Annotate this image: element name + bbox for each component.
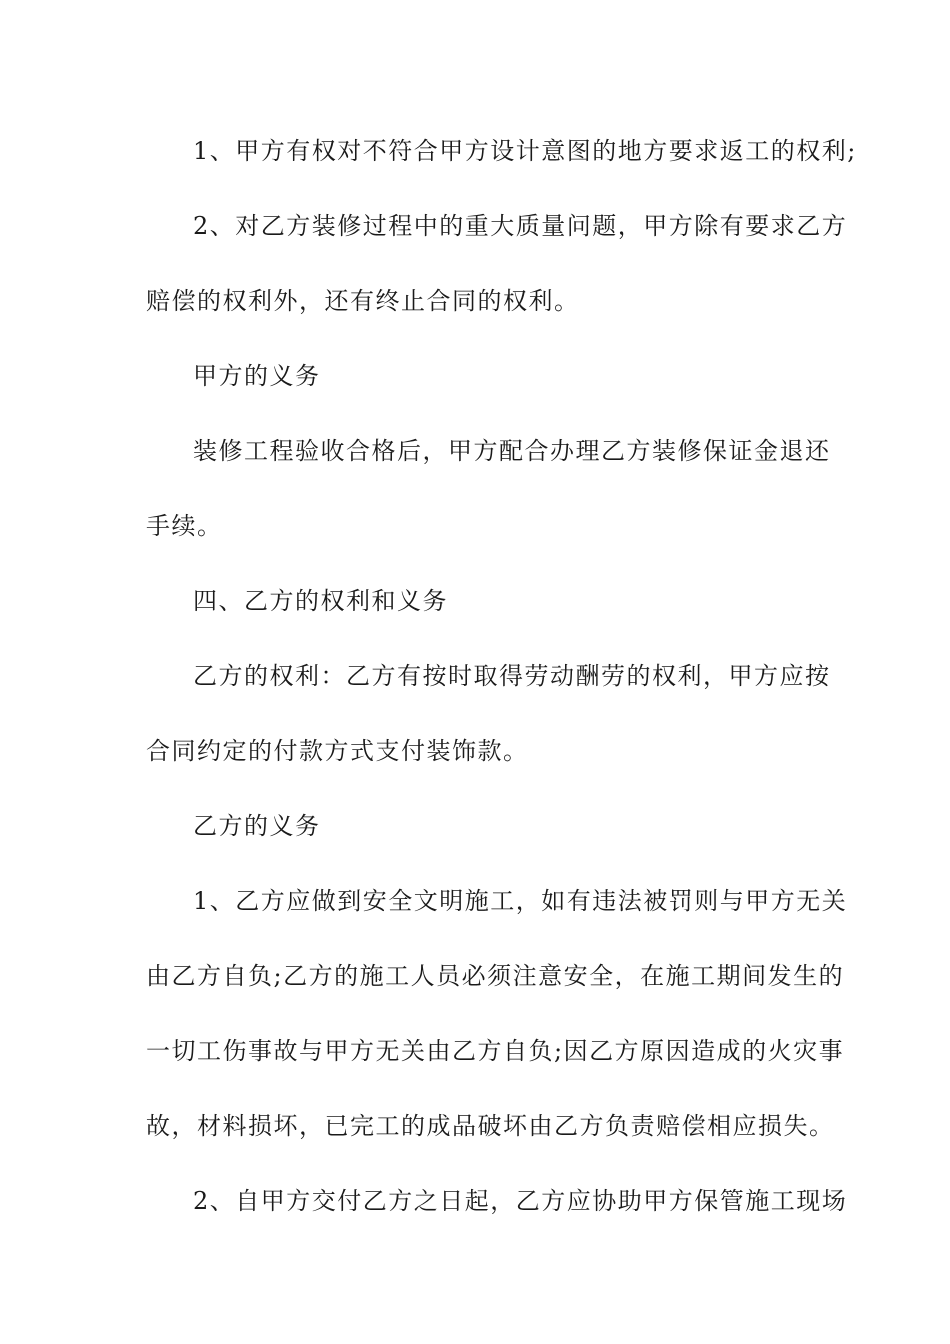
paragraph-line: 1、甲方有权对不符合甲方设计意图的地方要求返工的权利;: [193, 137, 857, 165]
paragraph-line: 2、自甲方交付乙方之日起，乙方应协助甲方保管施工现场: [193, 1187, 848, 1215]
paragraph-line: 手续。: [146, 512, 223, 540]
paragraph-line: 故，材料损坏，已完工的成品破坏由乙方负责赔偿相应损失。: [146, 1112, 835, 1140]
paragraph-line: 1、乙方应做到安全文明施工，如有违法被罚则与甲方无关: [193, 887, 848, 915]
paragraph-line: 2、对乙方装修过程中的重大质量问题，甲方除有要求乙方: [193, 212, 848, 240]
paragraph-line: 装修工程验收合格后，甲方配合办理乙方装修保证金退还: [193, 437, 831, 465]
section-heading: 四、乙方的权利和义务: [193, 587, 448, 615]
paragraph-line: 乙方的权利：乙方有按时取得劳动酬劳的权利，甲方应按: [193, 662, 831, 690]
paragraph-line: 一切工伤事故与甲方无关由乙方自负;因乙方原因造成的火灾事: [146, 1037, 845, 1065]
section-heading: 甲方的义务: [193, 362, 321, 390]
paragraph-line: 合同约定的付款方式支付装饰款。: [146, 737, 529, 765]
paragraph-line: 赔偿的权利外，还有终止合同的权利。: [146, 287, 580, 315]
section-heading: 乙方的义务: [193, 812, 321, 840]
paragraph-line: 由乙方自负;乙方的施工人员必须注意安全，在施工期间发生的: [146, 962, 845, 990]
